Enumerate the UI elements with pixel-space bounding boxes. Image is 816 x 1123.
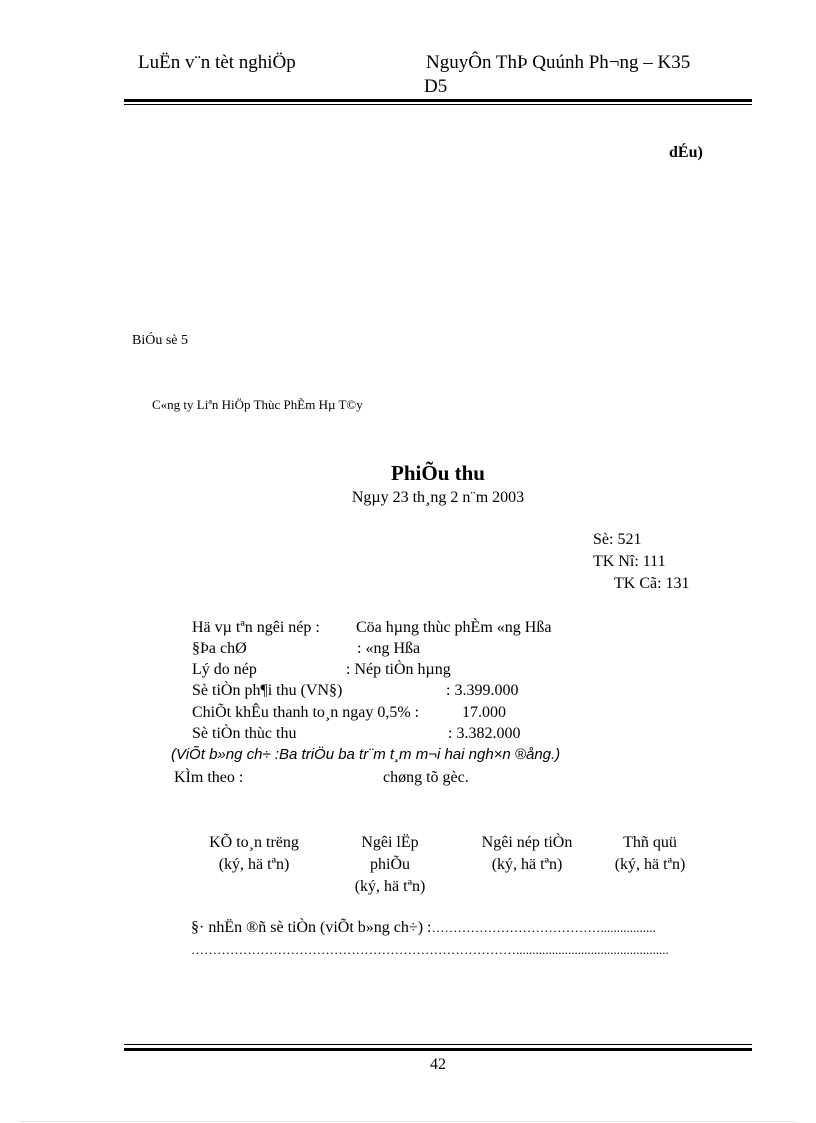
header-left: LuËn v¨n tèt nghiÖp: [138, 52, 296, 73]
signature-note: (ký, hä tªn): [354, 878, 426, 895]
receipt-title: PhiÕu thu: [391, 461, 485, 485]
document-label: BiÓu sè 5: [132, 333, 188, 348]
payer-label: Hä vµ tªn ngêi nép :: [192, 619, 320, 636]
reason-value: : Nép tiÒn hµng: [346, 661, 451, 678]
amount-in-words: (ViÕt b»ng ch÷ :Ba triÖu ba tr¨m t¸m m¬i hai ngh×n ®ång.): [171, 746, 561, 763]
received-dots-line: …………………………………………………………………...............................................: [191, 942, 669, 957]
address-label: §Þa chØ: [192, 640, 247, 657]
attached-label: KÌm theo :: [174, 769, 244, 786]
amount-received-value: : 3.382.000: [448, 725, 521, 742]
received-label: §· nhËn ®ñ sè tiÒn (viÕt b»ng ch÷) :: [191, 919, 432, 936]
attached-value: chøng tõ gèc.: [383, 769, 469, 786]
fragment-text: dÉu): [669, 144, 703, 161]
page-number: 42: [430, 1056, 446, 1073]
header-right-line1: NguyÔn ThÞ Quúnh Ph¬ng – K35: [426, 52, 691, 73]
header-rule-thick: [124, 99, 752, 102]
signature-title: KÕ to¸n trëng: [209, 834, 299, 851]
signature-note: (ký, hä tªn): [218, 856, 290, 873]
signature-preparer: [330, 832, 450, 898]
credit-account: TK Cã: 131: [614, 575, 690, 592]
receipt-date: Ngµy 23 th¸ng 2 n¨m 2003: [351, 489, 525, 506]
debit-account: TK Nî: 111: [593, 553, 666, 570]
company-name: C«ng ty Liªn HiÖp Thùc PhÈm Hµ T©y: [152, 397, 363, 412]
footer-rule-thick: [124, 1048, 752, 1051]
amount-received-label: Sè tiÒn thùc thu: [192, 725, 297, 742]
signature-title: Thñ quü: [623, 834, 677, 851]
page-edge-border: [20, 1121, 796, 1122]
signature-note: (ký, hä tªn): [614, 856, 686, 873]
received-statement: [191, 919, 656, 937]
signature-cashier: [600, 832, 700, 876]
signature-payer: [461, 832, 593, 876]
signature-chief-accountant: [186, 832, 322, 876]
footer-rule-thin: [124, 1044, 752, 1045]
received-dots: ………………………………….................: [431, 920, 656, 935]
discount-value: 17.000: [462, 704, 506, 721]
amount-due-label: Sè tiÒn ph¶i thu (VN§): [192, 682, 343, 699]
signature-title: Ngêi lËp: [361, 834, 419, 851]
reason-label: Lý do nép: [192, 661, 257, 678]
header-rule-thin: [124, 104, 752, 105]
signature-note: (ký, hä tªn): [491, 856, 563, 873]
signature-title: Ngêi nép tiÒn: [481, 834, 573, 851]
amount-due-value: : 3.399.000: [446, 682, 519, 699]
payer-value: Cöa hµng thùc phÈm «ng Hßa: [356, 619, 552, 636]
signature-note: phiÕu: [370, 856, 410, 873]
discount-label: ChiÕt khÊu thanh to¸n ngay 0,5% :: [192, 704, 420, 721]
address-value: : «ng Hßa: [357, 640, 421, 657]
receipt-number: Sè: 521: [593, 531, 642, 548]
header-right-line2: D5: [424, 76, 448, 97]
